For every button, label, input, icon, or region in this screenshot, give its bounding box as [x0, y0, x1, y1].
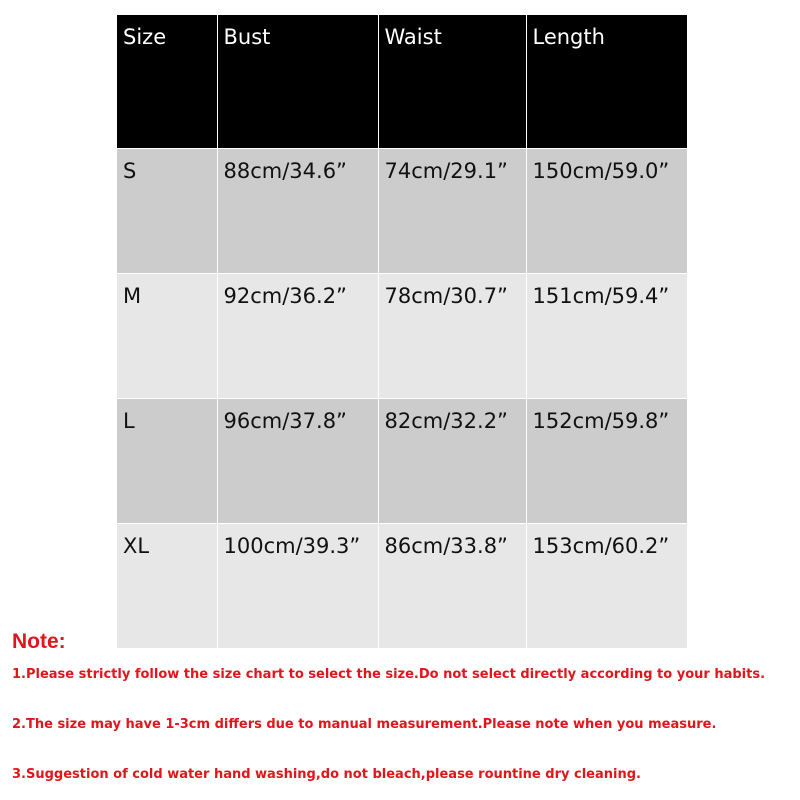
header-length: Length [526, 15, 687, 149]
cell-length: 153cm/60.2” [526, 524, 687, 649]
note-title: Note: [12, 630, 66, 653]
header-waist: Waist [378, 15, 526, 149]
cell-size: M [117, 274, 217, 399]
size-chart-table [117, 15, 687, 649]
note-line-2: 2.The size may have 1-3cm differs due to manual measurement.Please note when you measure. [12, 717, 717, 732]
note-line-1: 1.Please strictly follow the size chart to select the size.Do not select directly according to your habits. [12, 667, 766, 682]
cell-bust: 96cm/37.8” [217, 399, 378, 524]
cell-bust: 100cm/39.3” [217, 524, 378, 649]
note-line-3: 3.Suggestion of cold water hand washing,do not bleach,please rountine dry cleaning. [12, 767, 641, 782]
cell-size: S [117, 149, 217, 274]
cell-waist: 78cm/30.7” [378, 274, 526, 399]
header-size: Size [117, 15, 217, 149]
table-header-row [117, 15, 687, 149]
cell-length: 151cm/59.4” [526, 274, 687, 399]
cell-waist: 86cm/33.8” [378, 524, 526, 649]
cell-length: 150cm/59.0” [526, 149, 687, 274]
cell-waist: 74cm/29.1” [378, 149, 526, 274]
cell-bust: 88cm/34.6” [217, 149, 378, 274]
cell-waist: 82cm/32.2” [378, 399, 526, 524]
note-section [12, 626, 792, 782]
cell-size: XL [117, 524, 217, 649]
cell-size: L [117, 399, 217, 524]
table-row [117, 399, 687, 524]
table-row [117, 149, 687, 274]
table-row [117, 274, 687, 399]
cell-bust: 92cm/36.2” [217, 274, 378, 399]
cell-length: 152cm/59.8” [526, 399, 687, 524]
header-bust: Bust [217, 15, 378, 149]
